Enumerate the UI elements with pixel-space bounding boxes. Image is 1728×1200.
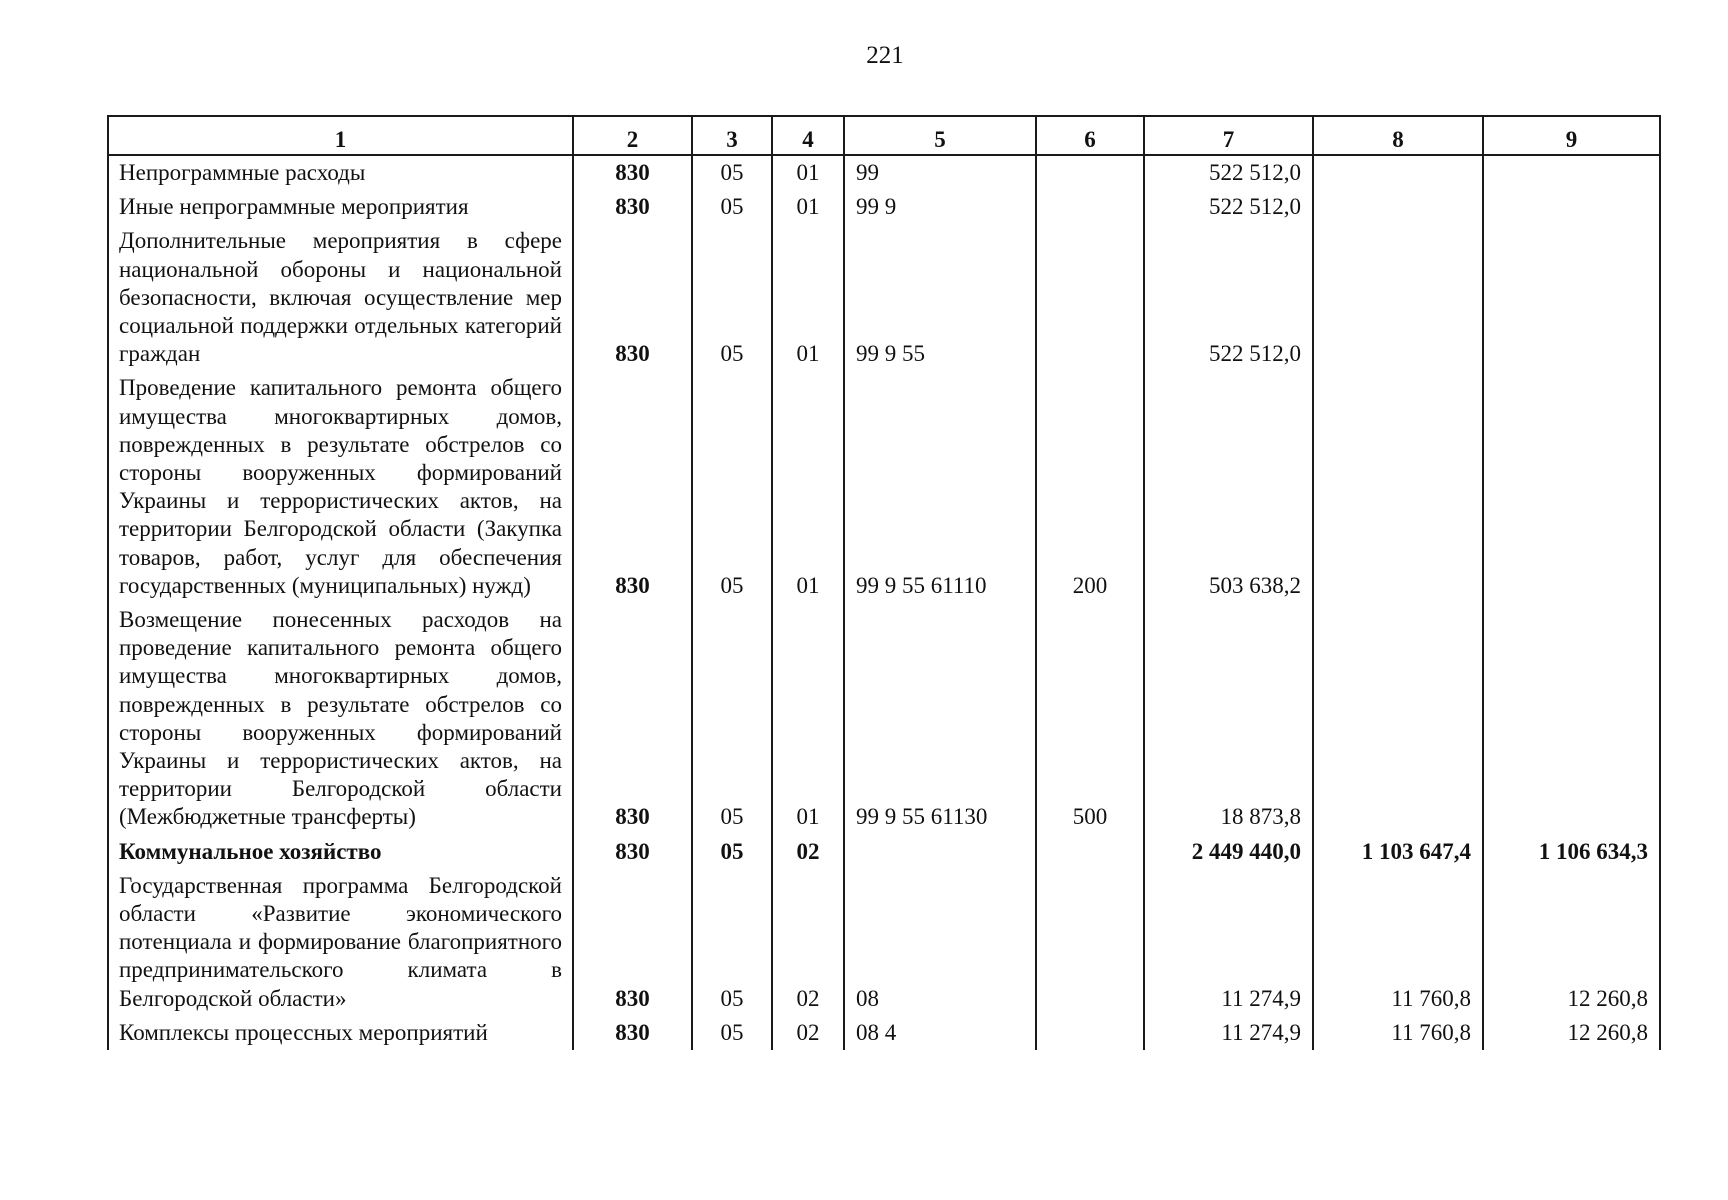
expense-type-code [1036,869,1144,1016]
table-row [108,371,1660,603]
amount-col-8 [1313,155,1483,190]
table-header-row [108,116,1660,155]
target-item-code: 99 9 [844,190,1036,224]
section-code: 05 [692,835,772,869]
subsection-code: 01 [772,371,844,603]
amount-col-9 [1483,224,1660,371]
subsection-code: 01 [772,155,844,190]
table-row [108,224,1660,371]
column-header: 5 [844,116,1036,155]
amount-col-9: 12 260,8 [1483,1016,1660,1050]
table-row [108,603,1660,835]
amount-col-7: 522 512,0 [1144,155,1313,190]
amount-col-9: 1 106 634,3 [1483,835,1660,869]
subsection-code: 02 [772,835,844,869]
amount-col-8 [1313,224,1483,371]
expense-type-code [1036,224,1144,371]
amount-col-9 [1483,190,1660,224]
expense-type-code [1036,835,1144,869]
amount-col-8: 11 760,8 [1313,1016,1483,1050]
row-name: Государственная программа Белгородской области «Развитие экономического потенциала и формирование благоприятного предпринимательского климата в Белгородской области» [108,869,573,1016]
subsection-code: 02 [772,1016,844,1050]
page-number: 221 [866,42,904,69]
subsection-code: 02 [772,869,844,1016]
grbs-code: 830 [573,835,692,869]
section-code: 05 [692,155,772,190]
subsection-code: 01 [772,224,844,371]
row-name: Коммунальное хозяйство [108,835,573,869]
table-row [108,1016,1660,1050]
amount-col-7: 18 873,8 [1144,603,1313,835]
amount-col-7: 11 274,9 [1144,869,1313,1016]
expense-type-code [1036,1016,1144,1050]
column-header: 6 [1036,116,1144,155]
amount-col-7: 522 512,0 [1144,224,1313,371]
table-row [108,835,1660,869]
table-row [108,155,1660,190]
grbs-code: 830 [573,190,692,224]
section-code: 05 [692,1016,772,1050]
amount-col-7: 503 638,2 [1144,371,1313,603]
row-name: Проведение капитального ремонта общего имущества многоквартирных домов, поврежденных в результате обстрелов со стороны вооруженных формирований Украины и террористических актов, на территории Белгородской области (Закупка товаров, работ, услуг для обеспечения государственных (муниципальных) нужд) [108,371,573,603]
expense-type-code: 200 [1036,371,1144,603]
amount-col-8 [1313,603,1483,835]
target-item-code: 99 9 55 [844,224,1036,371]
row-name: Комплексы процессных мероприятий [108,1016,573,1050]
section-code: 05 [692,371,772,603]
column-header: 8 [1313,116,1483,155]
amount-col-7: 2 449 440,0 [1144,835,1313,869]
column-header: 3 [692,116,772,155]
grbs-code: 830 [573,371,692,603]
grbs-code: 830 [573,603,692,835]
column-header: 1 [108,116,573,155]
amount-col-8: 11 760,8 [1313,869,1483,1016]
target-item-code: 08 4 [844,1016,1036,1050]
row-name: Дополнительные мероприятия в сфере национальной обороны и национальной безопасности, включая осуществление мер социальной поддержки отдельных категорий граждан [108,224,573,371]
column-header: 9 [1483,116,1660,155]
expense-type-code [1036,155,1144,190]
grbs-code: 830 [573,155,692,190]
column-header: 2 [573,116,692,155]
section-code: 05 [692,224,772,371]
amount-col-9 [1483,371,1660,603]
expense-type-code [1036,190,1144,224]
amount-col-8: 1 103 647,4 [1313,835,1483,869]
amount-col-7: 11 274,9 [1144,1016,1313,1050]
amount-col-8 [1313,371,1483,603]
column-header: 7 [1144,116,1313,155]
subsection-code: 01 [772,190,844,224]
grbs-code: 830 [573,869,692,1016]
target-item-code: 99 9 55 61130 [844,603,1036,835]
expense-type-code: 500 [1036,603,1144,835]
target-item-code: 99 9 55 61110 [844,371,1036,603]
target-item-code [844,835,1036,869]
target-item-code: 08 [844,869,1036,1016]
section-code: 05 [692,190,772,224]
amount-col-9 [1483,603,1660,835]
target-item-code: 99 [844,155,1036,190]
amount-col-9 [1483,155,1660,190]
table-row [108,190,1660,224]
grbs-code: 830 [573,1016,692,1050]
row-name: Иные непрограммные мероприятия [108,190,573,224]
section-code: 05 [692,869,772,1016]
row-name: Возмещение понесенных расходов на проведение капитального ремонта общего имущества многоквартирных домов, поврежденных в результате обстрелов со стороны вооруженных формирований Украины и террористических актов, на территории Белгородской области (Межбюджетные трансферты) [108,603,573,835]
section-code: 05 [692,603,772,835]
column-header: 4 [772,116,844,155]
row-name: Непрограммные расходы [108,155,573,190]
subsection-code: 01 [772,603,844,835]
amount-col-7: 522 512,0 [1144,190,1313,224]
amount-col-9: 12 260,8 [1483,869,1660,1016]
grbs-code: 830 [573,224,692,371]
amount-col-8 [1313,190,1483,224]
budget-table [107,115,1661,1050]
table-row [108,869,1660,1016]
